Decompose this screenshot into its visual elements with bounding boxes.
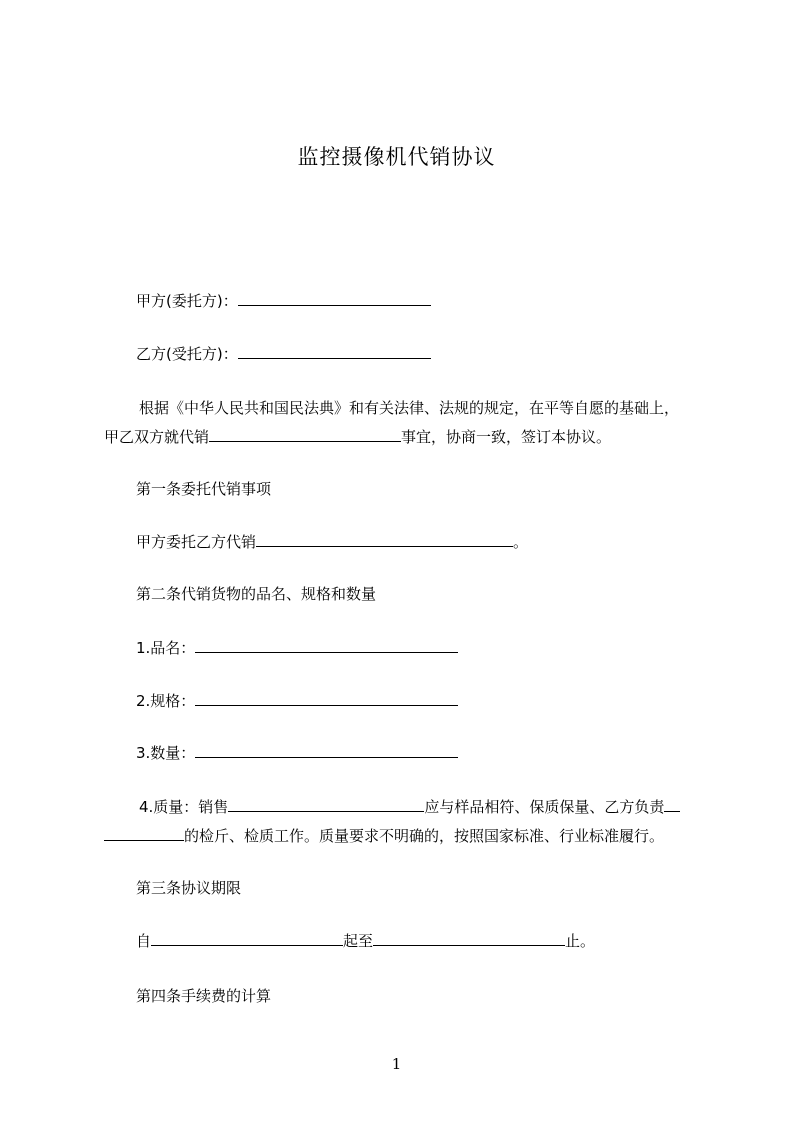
item-quality-label: 4.质量：销售	[139, 798, 229, 816]
item-name-line	[136, 637, 458, 659]
page-number: 1	[391, 1055, 402, 1073]
item-quality-rest: 的检斤、检质工作。质量要求不明确的，按照国家标准、行业标准履行。	[184, 827, 665, 845]
preamble-after: 事宜，协商一致，签订本协议。	[401, 428, 612, 446]
end-date-blank[interactable]	[373, 930, 565, 946]
start-date-blank[interactable]	[151, 930, 343, 946]
article1-blank[interactable]	[256, 531, 513, 547]
quality-goods-blank[interactable]	[228, 796, 424, 812]
quality-party-blank-1[interactable]	[664, 796, 680, 812]
term-to: 起至	[343, 932, 374, 950]
term-from: 自	[136, 932, 152, 950]
party-b-blank[interactable]	[238, 343, 431, 359]
party-a-label: 甲方(委托方)：	[136, 292, 238, 310]
article1-after: 。	[513, 533, 529, 551]
preamble-line-2	[104, 426, 611, 448]
term-line	[136, 930, 595, 952]
product-blank[interactable]	[209, 426, 401, 442]
item-spec-line	[136, 690, 458, 712]
article1-before: 甲方委托乙方代销	[136, 533, 257, 551]
item-spec-blank[interactable]	[195, 690, 458, 706]
party-b-line	[136, 343, 431, 365]
article2-heading: 第二条代销货物的品名、规格和数量	[136, 585, 377, 603]
article4-heading: 第四条手续费的计算	[136, 987, 272, 1005]
item-qty-label: 3.数量：	[136, 744, 196, 762]
term-end: 止。	[565, 932, 596, 950]
item-spec-label: 2.规格：	[136, 692, 196, 710]
quality-party-blank-2[interactable]	[104, 825, 184, 841]
item-quality-line-2	[104, 825, 664, 847]
item-qty-line	[136, 742, 458, 764]
item-quality-text: 应与样品相符、保质保量、乙方负责	[424, 798, 665, 816]
item-name-label: 1.品名：	[136, 639, 196, 657]
article3-heading: 第三条协议期限	[136, 879, 242, 897]
item-name-blank[interactable]	[195, 637, 458, 653]
preamble-before: 甲乙双方就代销	[104, 428, 210, 446]
preamble-line-1: 根据《中华人民共和国民法典》和有关法律、法规的规定，在平等自愿的基础上，	[139, 399, 680, 417]
item-quality-line-1	[139, 796, 680, 818]
party-a-line	[136, 290, 431, 312]
article1-heading: 第一条委托代销事项	[136, 480, 272, 498]
page-title: 监控摄像机代销协议	[297, 145, 496, 169]
party-b-label: 乙方(受托方)：	[136, 345, 238, 363]
article1-text	[136, 531, 528, 553]
item-qty-blank[interactable]	[195, 742, 458, 758]
party-a-blank[interactable]	[238, 290, 431, 306]
